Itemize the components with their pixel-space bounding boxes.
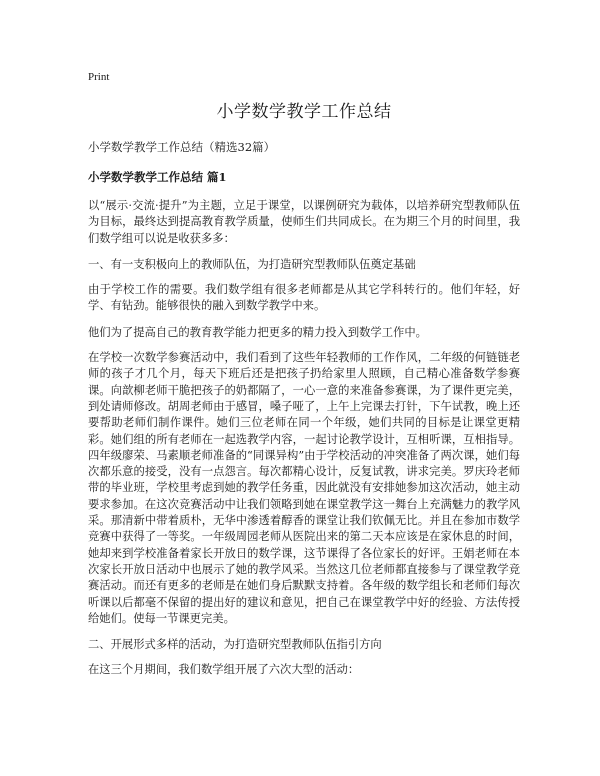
section-heading: 小学数学教学工作总结 篇1: [88, 170, 227, 184]
paragraph-heading-1: 一、有一支积极向上的教师队伍，为打造研究型教师队伍奠定基础: [88, 257, 416, 271]
document-subtitle: 小学数学教学工作总结（精选32篇）: [88, 140, 276, 154]
document-page: [88, 70, 520, 689]
paragraph-heading-2: 二、开展形式多样的活动，为打造研究型教师队伍指引方向: [88, 638, 382, 652]
paragraph-team: 由于学校工作的需要。我们数学组有很多老师都是从其它学科转行的。他们年轻，好学、有钻劲。能够很快的融入到数学教学中来。: [88, 283, 520, 313]
paragraph-effort: 他们为了提高自己的教育教学能力把更多的精力投入到数学工作中。: [88, 325, 427, 339]
print-label[interactable]: Print: [88, 71, 110, 83]
paragraph-intro: 以“展示·交流·提升”为主题，立足于课堂，以课例研究为载体，以培养研究型教师队伍为目标，最终达到提高教育教学质量，使师生们共同成长。在为期三个月的时间里，我们数学组可以说是收获多多：: [88, 199, 520, 245]
paragraph-contest: 在学校一次数学参赛活动中，我们看到了这些年轻教师的工作作风，二年级的何链链老师的孩子才几个月，每天下班后还是把孩子扔给家里人照顾，自己精心准备数学参赛课。向歆柳老师干脆把孩子的奶都隔了，一心一意的来准备参赛课，为了课件更完美，到处请师修改。胡周老师由于感冒，嗓子哑了，上午上完课去打针，下午试教，晚上还要帮助老师们制作课件。她们三位老师在同一个年级，她们共同的目标是让课堂更精彩。她们组的所有老师在一起选教学内容，一起讨论教学设计，互相听课，互相指导。四年级廖荣、马素顺老师准备的“同课异构”由于学校活动的冲突准备了两次课，她们每次都乐意的接受，没有一点怨言。每次都精心设计，反复试教，讲求完美。罗庆玲老师带的毕业班，学校里考虑到她的教学任务重，因此就没有安排她参加这次活动，她主动要求参加。在这次竞赛活动中让我们领略到她在课堂教学这一舞台上充满魅力的教学风采。那清新中带着质朴，无华中渗透着醇香的课堂让我们钦佩无比。并且在参加市数学竞赛中获得了一等奖。一年级周园老师从医院出来的第二天本应该是在家休息的时间，她却来到学校准备着家长开放日的数学课，这节课得了各位家长的好评。王娟老师在本次家长开放日活动中也展示了她的教学风采。当然这几位老师都直接参与了课堂教学竞赛活动。而还有更多的老师是在她们身后默默支持着。各年级的数学组长和老师们每次听课以后都毫不保留的提出好的建议和意见，把自己在课堂教学中好的经验、方法传授给她们。使每一节课更完美。: [88, 351, 520, 625]
document-title: 小学数学教学工作总结: [216, 102, 392, 122]
paragraph-activities: 在这三个月期间，我们数学组开展了六次大型的活动：: [88, 663, 360, 677]
